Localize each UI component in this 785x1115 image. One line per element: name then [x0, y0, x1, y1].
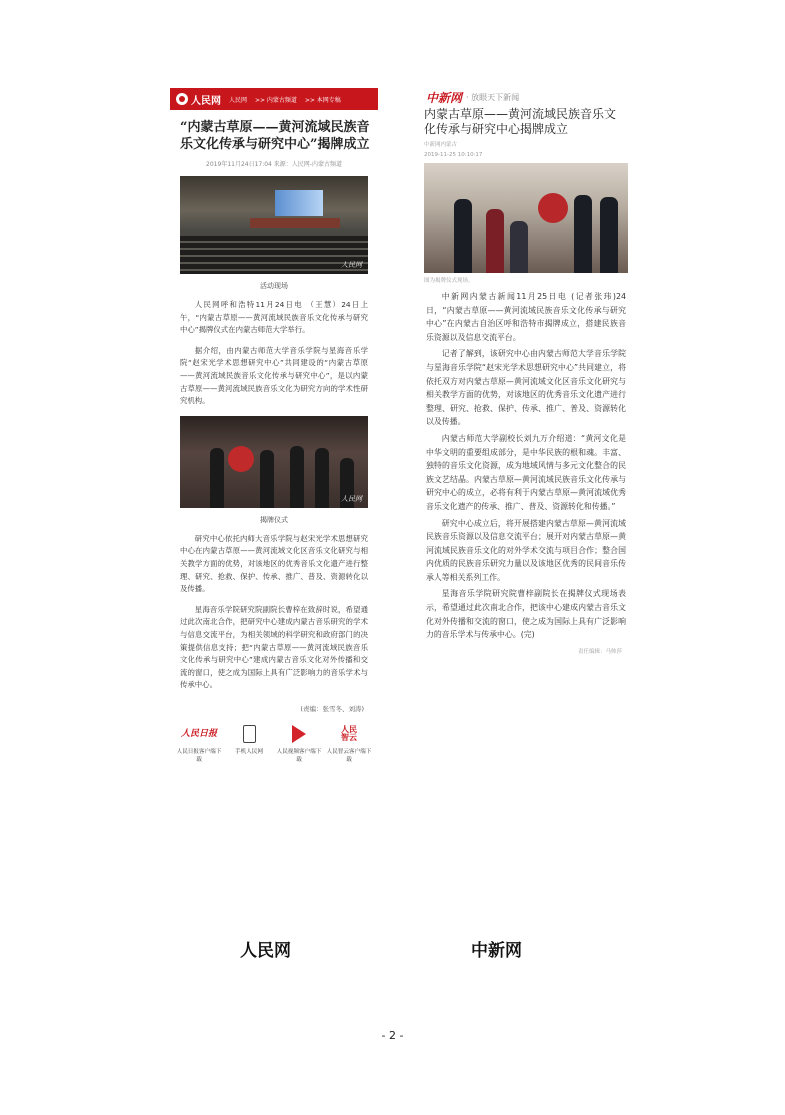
chinanews-logo[interactable]: 中新网 — [426, 90, 463, 105]
app-download-bar — [170, 723, 378, 764]
photo-caption: 活动现场 — [260, 282, 288, 290]
phone-icon — [243, 725, 256, 743]
person — [210, 448, 224, 508]
people-daily-logo-icon: 人民日报 — [180, 728, 217, 739]
article-paragraph: 星海音乐学院研究院曹梓副院长在揭牌仪式现场表示，希望通过此次南北合作，把该中心建成内蒙古音乐文化对外传播和交流的窗口，使之成为国际上具有广泛影响力的音乐学术与传承中心。(完) — [426, 589, 626, 640]
person — [510, 221, 528, 273]
label-people-daily: 人民网 — [240, 941, 291, 961]
editor-credit: 责任编辑：马帅莎 — [577, 648, 622, 655]
event-photo — [180, 176, 368, 274]
person — [600, 197, 618, 273]
app-label: 手机人民网 — [235, 748, 263, 755]
watermark-logo: 人民网 — [341, 261, 362, 269]
editor-credit: (责编：张雪冬、刘涛) — [300, 704, 364, 713]
chinanews-slogan: · 放眼天下新闻 — [466, 92, 520, 102]
article-paragraph: 研究中心依托内师大音乐学院与赵宋光学术思想研究中心在内蒙古草原——黄河流域文化区音乐文化研究与相关教学方面的优势，对该地区的优秀音乐文化遗产进行整理、研究、抢救、保护、传承、推广、普及、资源转化以及传播。 — [180, 533, 368, 594]
app-people-video[interactable] — [276, 723, 322, 764]
photo-caption: 揭牌仪式 — [260, 515, 288, 524]
people-daily-header — [170, 88, 378, 110]
person — [290, 446, 304, 508]
app-label: 人民日报客户端下载 — [176, 748, 222, 763]
article-paragraph: 据介绍，由内蒙古师范大学音乐学院与星海音乐学院“赵宋光学术思想研究中心”共同建设的“内蒙古草原——黄河流域民族音乐文化传承与研究中心”，是以内蒙古草原——黄河流域民族音乐文化为研究方向的学术性研究机构。 — [180, 345, 368, 406]
app-label: 人民智云客户端下载 — [326, 748, 372, 763]
audience-rows — [180, 236, 368, 274]
logo-text: 人民网 — [191, 95, 221, 107]
person — [574, 195, 592, 273]
person — [454, 199, 472, 273]
article-paragraph: 人民网呼和浩特11月24日电 （王慧）24日上午，“内蒙古草原——黄河流域民族音乐文化传承与研究中心”揭牌仪式在内蒙古师范大学举行。 — [180, 300, 368, 335]
breadcrumb-channel[interactable]: >> 内蒙古频道 — [254, 96, 297, 104]
red-cloth — [228, 446, 254, 472]
page-number: - 2 - — [381, 1029, 404, 1042]
chinanews-header — [420, 88, 630, 104]
people-daily-logo[interactable] — [176, 92, 221, 107]
article-paragraph: 研究中心成立后，将开展搭建内蒙古草原—黄河流域民族音乐资源以及信息交流平台；展开对内蒙古草原—黄河流域民族音乐文化的对外学术交流与项目合作；整合国内优质的民族音乐研究力量以及该地区优秀的民间音乐传承人等相关系列工作。 — [426, 518, 626, 582]
breadcrumb-section[interactable]: >> 本网专稿 — [304, 96, 341, 104]
unveiling-photo — [424, 163, 628, 273]
article-paragraph: 星海音乐学院研究院副院长曹梓在致辞时说，希望通过此次南北合作，把研究中心建成内蒙古音乐研究的学术与信息交流平台，为相关领域的科学研究和政府部门的决策提供信息支持；把“内蒙古草原——黄河流域民族音乐文化传承与研究中心”建成内蒙古音乐文化对外传播和交流的窗口，使之成为国际上具有广泛影响力的音乐学术与传承中心。 — [180, 604, 368, 690]
play-icon — [292, 725, 306, 743]
red-cloth — [538, 193, 568, 223]
app-people-daily[interactable] — [176, 723, 222, 764]
breadcrumb — [229, 95, 347, 104]
label-chinanews: 中新网 — [471, 941, 522, 961]
app-label: 人民视频客户端下载 — [276, 748, 322, 763]
article-paragraph: 内蒙古师范大学副校长刘九万介绍道：“黄河文化是中华文明的重要组成部分，是中华民族的根和魂。丰富、独特的音乐文化资源，成为地域风情与多元文化整合的民族文艺结晶。内蒙古草原—黄河流域民族音乐文化传承与研究中心的成立，必将有利于内蒙古草原—黄河流域优秀音乐文化遗产的传承、推广、普及、资源转化和传播。” — [426, 433, 626, 511]
person — [315, 448, 329, 508]
zhiyun-icon: 人民 智云 — [341, 724, 357, 742]
person — [486, 209, 504, 273]
app-people-zhiyun[interactable] — [326, 723, 372, 764]
people-daily-article-screenshot — [170, 88, 378, 910]
stage-screen — [275, 190, 323, 216]
watermark-logo: 人民网 — [341, 494, 362, 503]
article-paragraph: 中新网内蒙古新闻11月25日电 (记者张玮)24日，“内蒙古草原——黄河流域民族音乐文化传承与研究中心”在内蒙古自治区呼和浩特市揭牌成立，搭建民族音乐资源以及信息交流平台。 — [426, 292, 626, 342]
people-daily-logo-icon — [176, 93, 188, 105]
article-title: 内蒙古草原——黄河流域民族音乐文化传承与研究中心揭牌成立 — [424, 107, 617, 136]
person — [260, 450, 274, 508]
app-mobile-people[interactable] — [226, 723, 272, 764]
article-title: “内蒙古草原——黄河流域民族音乐文化传承与研究中心”揭牌成立 — [180, 120, 370, 152]
article-meta: 2019年11月24日17:04 来源：人民网-内蒙古频道 — [206, 161, 342, 168]
photo-caption: 图为揭牌仪式现场。 — [424, 278, 474, 284]
article-source: 中新网内蒙古 — [424, 142, 458, 148]
breadcrumb-home[interactable]: 人民网 — [229, 96, 248, 104]
article-datetime: 2019-11-25 10:10:17 — [424, 152, 483, 158]
chinanews-article-screenshot — [420, 88, 630, 910]
unveiling-photo — [180, 416, 368, 508]
stage — [250, 218, 340, 228]
article-paragraph: 记者了解到，该研究中心由内蒙古师范大学音乐学院与星海音乐学院“赵宋光学术思想研究中心”共同建立，将依托双方对内蒙古草原—黄河流域文化区音乐文化研究与相关教学方面的优势，对该地区的优秀音乐文化遗产进行整理、研究、抢救、保护、传承、推广、普及、资源转化以及传播。 — [426, 349, 626, 427]
